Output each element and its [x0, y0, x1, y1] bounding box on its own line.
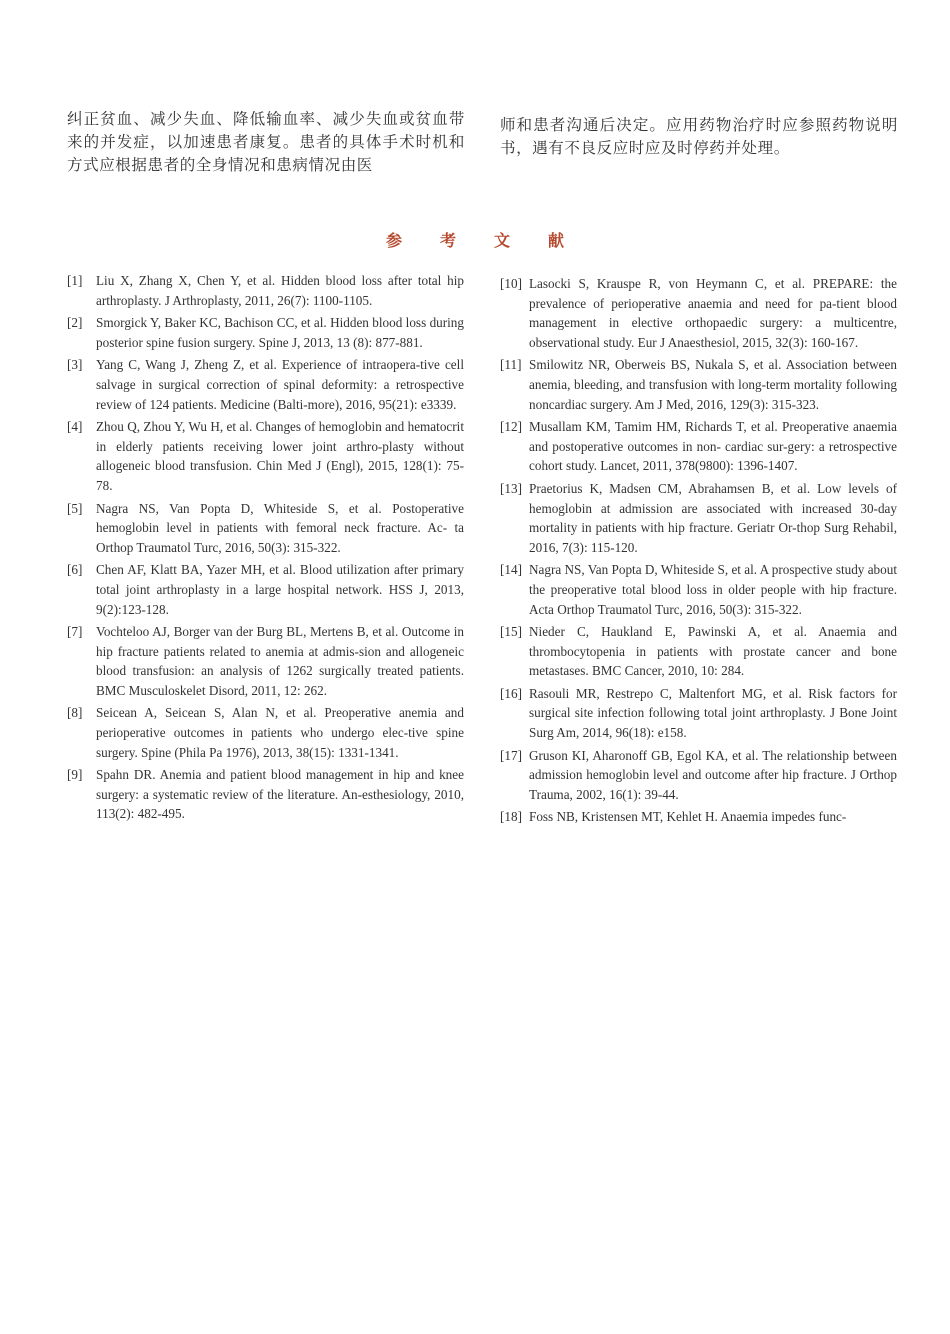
reference-number: [11] [500, 357, 522, 373]
reference-number: [4] [67, 419, 83, 435]
reference-item [67, 622, 464, 700]
reference-item [67, 355, 464, 414]
body-paragraph-right: 师和患者沟通后决定。应用药物治疗时应参照药物说明书，遇有不良反应时应及时停药并处理。 [500, 117, 898, 157]
reference-number: [2] [67, 315, 83, 331]
reference-text: Smorgick Y, Baker KC, Bachison CC, et al. Hidden blood loss during posterior spine fusion surgery. Spine J, 2013, 13 (8): 877-881. [96, 315, 464, 350]
reference-item [500, 355, 897, 414]
reference-number: [1] [67, 273, 83, 288]
reference-item [500, 684, 897, 743]
reference-number: [14] [500, 562, 522, 578]
reference-number: [9] [67, 767, 83, 783]
body-paragraph-left: 纠正贫血、减少失血、降低输血率、减少失血或贫血带来的并发症，以加速患者康复。患者的具体手术时机和方式应根据患者的全身情况和患病情况由医 [67, 111, 465, 174]
reference-item [67, 271, 464, 310]
references-heading: 参 考 文 献 [385, 233, 581, 250]
reference-text: Spahn DR. Anemia and patient blood management in hip and knee surgery: a systematic review of the literature. An-esthesiology, 2010, 113(2): 482-495. [96, 767, 464, 822]
reference-item [67, 560, 464, 619]
reference-number: [5] [67, 500, 83, 516]
reference-item [500, 417, 897, 476]
reference-number: [6] [67, 562, 83, 578]
reference-text: Chen AF, Klatt BA, Yazer MH, et al. Blood utilization after primary total joint arthroplasty in a large hospital network. HSS J, 2013, 9(2):123-128. [96, 562, 464, 617]
reference-item [67, 499, 464, 558]
reference-text: Vochteloo AJ, Borger van der Burg BL, Mertens B, et al. Outcome in hip fracture patients related to anemia at admis-sion and allogeneic blood transfusion: an analysis of 1262 surgically treated patients. BMC Musculoskelet Disord, 2011, 12: 262. [96, 624, 464, 698]
reference-item [67, 703, 464, 762]
reference-text: Nagra NS, Van Popta D, Whiteside S, et al. Postoperative hemoglobin level in patients with femoral neck fracture. Ac- ta Orthop Traumatol Turc, 2016, 50(3): 315-322. [96, 500, 464, 555]
references-list-left [67, 271, 464, 827]
reference-number: [13] [500, 480, 522, 496]
reference-number: [10] [500, 276, 522, 291]
reference-number: [3] [67, 357, 83, 373]
reference-number: [18] [500, 809, 522, 825]
reference-text: Nieder C, Haukland E, Pawinski A, et al. Anaemia and thrombocytopenia in patients with prostate cancer and bone metastases. BMC Cancer, 2010, 10: 284. [529, 624, 897, 679]
reference-text: Praetorius K, Madsen CM, Abrahamsen B, et al. Low levels of hemoglobin at admission are associated with increased 30-day mortality in patients with hip fracture. Geriatr Or-thop Surg Rehabil, 2016, 7(3): 115-120. [529, 480, 897, 555]
reference-text: Gruson KI, Aharonoff GB, Egol KA, et al. The relationship between admission hemoglobin level and outcome after hip fracture. J Orthop Trauma, 2002, 16(1): 39-44. [529, 747, 897, 802]
reference-item [500, 560, 897, 619]
reference-text: Yang C, Wang J, Zheng Z, et al. Experience of intraopera-tive cell salvage in surgical correction of spinal deformity: a retrospective review of 124 patients. Medicine (Balti-more), 2016, 95(21): e3339. [96, 357, 464, 412]
reference-text: Smilowitz NR, Oberweis BS, Nukala S, et al. Association between anemia, bleeding, and transfusion with long-term mortality following noncardiac surgery. Am J Med, 2016, 129(3): 315-323. [529, 357, 897, 412]
reference-text: Zhou Q, Zhou Y, Wu H, et al. Changes of hemoglobin and hematocrit in elderly patients receiving lower joint arthro-plasty without allogeneic blood transfusion. Chin Med J (Engl), 2015, 128(1): 75-78. [96, 419, 464, 493]
references-list-right [500, 274, 897, 830]
reference-text: Seicean A, Seicean S, Alan N, et al. Preoperative anemia and perioperative outcomes in patients who undergo elec-tive spine surgery. Spine (Phila Pa 1976), 2013, 38(15): 1331-1341. [96, 705, 464, 760]
reference-text: Rasouli MR, Restrepo C, Maltenfort MG, et al. Risk factors for surgical site infection following total joint arthroplasty. J Bone Joint Surg Am, 2014, 96(18): e158. [529, 685, 897, 741]
reference-item [500, 807, 897, 827]
reference-number: [8] [67, 705, 83, 721]
reference-text: Nagra NS, Van Popta D, Whiteside S, et al. A prospective study about the preoperative total blood loss in older people with hip fracture. Acta Orthop Traumatol Turc, 2016, 50(3): 315-322. [529, 562, 897, 617]
reference-text: Liu X, Zhang X, Chen Y, et al. Hidden blood loss after total hip arthroplasty. J Arthroplasty, 2011, 26(7): 1100-1105. [96, 273, 464, 308]
reference-item [500, 746, 897, 805]
reference-item [500, 622, 897, 681]
reference-item [500, 274, 897, 352]
reference-item [67, 765, 464, 824]
reference-number: [16] [500, 685, 522, 701]
reference-number: [7] [67, 624, 83, 640]
reference-text: Foss NB, Kristensen MT, Kehlet H. Anaemia impedes func- [529, 809, 847, 825]
reference-item [500, 479, 897, 557]
reference-number: [17] [500, 747, 522, 763]
reference-number: [15] [500, 624, 522, 640]
reference-text: Lasocki S, Krauspe R, von Heymann C, et al. PREPARE: the prevalence of perioperative anaemia and need for pa-tient blood management in elective orthopaedic surgery: a multicentre, observational study. Eur J Anaesthesiol, 2015, 32(3): 160-167. [529, 276, 897, 350]
reference-text: Musallam KM, Tamim HM, Richards T, et al. Preoperative anaemia and postoperative outcomes in non- cardiac sur-gery: a retrospective cohort study. Lancet, 2011, 378(9800): 1396-1407. [529, 419, 897, 474]
reference-item [67, 313, 464, 352]
reference-number: [12] [500, 419, 522, 435]
reference-item [67, 417, 464, 495]
